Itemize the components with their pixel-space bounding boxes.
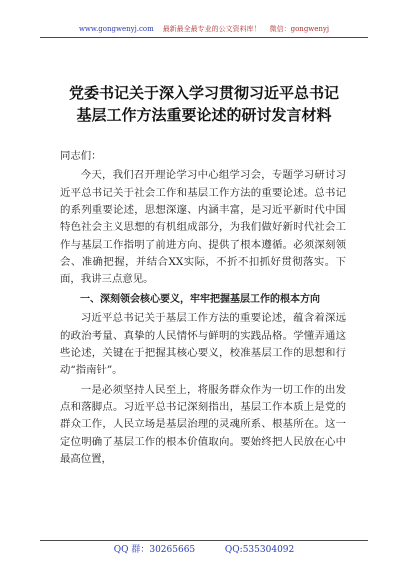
paragraph-point-1: 一是必须坚持人民至上，将服务群众作为一切工作的出发点和落脚点。习近平总书记深刻指出，基层工作本质上是党的群众工作，人民立场是基层治理的灵魂所系、根基所在。这一定位明确了基层工作的根本价值取向。要始终把人民放在心中最高位置， [60,383,346,465]
footer-divider [40,540,368,541]
salutation: 同志们： [60,150,102,162]
title-line-2: 基层工作方法重要论述的研讨发言材料 [76,106,332,124]
title-line-1: 党委书记关于深入学习贯彻习近平总书记 [68,84,339,102]
header-site-link[interactable]: www.gongwenyj.com [78,25,154,33]
header-wechat: 微信：gongwenyj [269,25,330,33]
document-title [40,82,368,126]
paragraph-section-1: 习近平总书记关于基层工作方法的重要论述，蕴含着深远的政治考量、真挚的人民情怀与鲜明的实践品格。学懂弄通这些论述，关键在于把握其核心要义，校准基层工作的思想和行动“指南针”。 [60,312,346,377]
header-slogan: 最新最全最专业的公文资料库！ [162,25,261,33]
footer-qq-group: QQ 群：30265665 [113,545,196,555]
section-heading-1: 一、深刻领会核心要义，牢牢把握基层工作的根本方向 [80,293,320,305]
footer-qq: QQ:535304092 [224,545,295,555]
document-body [60,148,346,470]
page-header [40,24,368,34]
paragraph-intro: 今天，我们召开理论学习中心组学习会，专题学习研讨习近平总书记关于社会工作和基层工作方法的重要论述。总书记的系列重要论述，思想深邃、内涵丰富，是习近平新时代中国特色社会主义思想的有机组成部分，为我们做好新时代社会工作与基层工作指明了前进方向、提供了根本遵循。必须深刻领会、准确把握，并结合XX实际，不折不扣抓好贯彻落实。下面，我讲三点意见。 [60,169,346,286]
header-divider [40,37,368,38]
page-footer [40,544,368,556]
